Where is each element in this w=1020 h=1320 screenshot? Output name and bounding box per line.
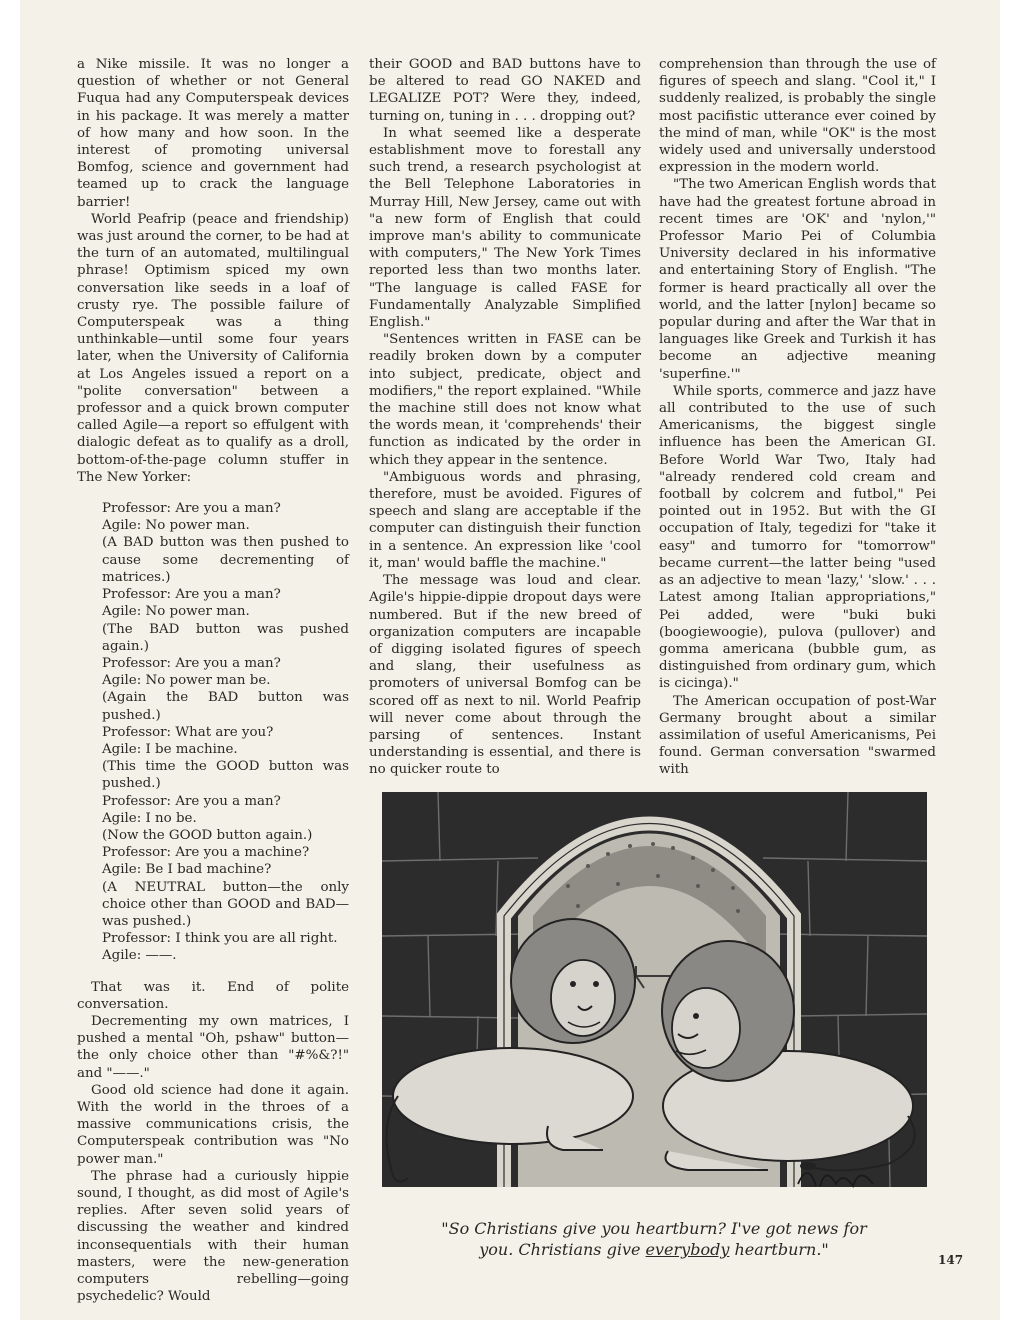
dialogue-line: Agile: No power man.	[102, 604, 250, 620]
dialogue-line: Professor: What are you?	[102, 724, 274, 740]
paragraph: "Sentences written in FASE can be readily broken down by a computer into subject, predicate, object and modifiers," the report explained. "While the machine still does not know what the words mean, it 'comprehends' their function as indicated by the order in which they appear in the sentence.	[369, 332, 641, 468]
paragraph: "The two American English words that have had the greatest fortune abroad in recent times are 'OK' and 'nylon,'" Professor Mario Pei of Columbia University declared in his informative and entertaining Story of English. "The former is heard practically all over the world, and the latter [nylon] became so popular during and after the War that in languages like Greek and Turkish it has become an adjective meaning 'superfine.'"	[659, 177, 936, 382]
paragraph: That was it. End of polite conversation.	[77, 979, 349, 1012]
paragraph: comprehension than through the use of figures of speech and slang. "Cool it," I suddenly realized, is probably the single most pacifistic utterance ever coined by the mind of man, while "OK" is the most widely used and universally understood expression in the modern world.	[659, 57, 936, 176]
paragraph: "Ambiguous words and phrasing, therefore, must be avoided. Figures of speech and slang are acceptable if the computer can distinguish their function in a sentence. An expression like 'cool it, man' would baffle the machine."	[369, 469, 641, 571]
dialogue-line: Professor: I think you are all right.	[102, 931, 338, 947]
dialogue-line: Agile: Be I bad machine?	[102, 862, 272, 878]
paragraph: While sports, commerce and jazz have all contributed to the use of such Americanisms, the biggest single influence has been the American GI. Before World War Two, Italy had "already rendered cold cream and football by colcrem and futbol," Pei pointed out in 1952. But with the GI occupation of Italy, tegedizi for "take it easy" and tumorro for "tomorrow" became current—the latter being "used as an adjective to mean 'lazy,' 'slow.' . . . Latest among Italian appropriations," Pei added, were "buki buki (boogiewoogie), pulova (pullover) and gomma americana (bubble gum, as distinguished from ordinary gum, which is cicinga)."	[659, 383, 936, 692]
paragraph: their GOOD and BAD buttons have to be altered to read GO NAKED and LEGALIZE POT? Were they, indeed, turning on, tuning in . . . dropping out?	[369, 57, 641, 124]
dialogue-line: Agile: No power man be.	[102, 673, 271, 689]
dialogue-line: Professor: Are you a man?	[102, 587, 281, 603]
paragraph: In what seemed like a desperate establishment move to forestall any such trend, a research psychologist at the Bell Telephone Laboratories in Murray Hill, New Jersey, came out with "a new form of English that could improve man's ability to communicate with computers," The New York Times reported less than two months later. "The language is called FASE for Fundamentally Analyzable Simplified English."	[369, 125, 641, 331]
dialogue-line: (A BAD button was then pushed to cause some decrementing of matrices.)	[102, 535, 349, 585]
lions-cartoon-drawing	[368, 766, 936, 1216]
paragraph: a Nike missile. It was no longer a question of whether or not General Fuqua had any Computerspeak devices in his package. It was merely a matter of how many and how soon. In the interest of promoting universal Bomfog, science and government had teamed up to crack the language barrier!	[77, 57, 349, 210]
text-column-1	[77, 56, 349, 1305]
dialogue-line: Professor: Are you a machine?	[102, 845, 310, 861]
paragraph: The phrase had a curiously hippie sound, I thought, as did most of Agile's replies. After seven solid years of discussing the weather and kindred inconsequentials with their human masters, were the new-generation computers rebelling—going psychedelic? Would	[77, 1168, 349, 1305]
dialogue-line: Professor: Are you a man?	[102, 501, 281, 517]
dialogue-line: (This time the GOOD button was pushed.)	[102, 759, 349, 792]
dialogue-block	[77, 500, 349, 964]
dialogue-line: Professor: Are you a man?	[102, 655, 281, 671]
caption-line-1: "So Christians give you heartburn? I've got news for	[441, 1219, 867, 1238]
dialogue-line: Agile: ——.	[102, 948, 177, 964]
paragraph: Decrementing my own matrices, I pushed a mental "Oh, pshaw" button—the only choice other than "#%&?!" and "——."	[77, 1013, 349, 1081]
caption-line-2b: heartburn."	[729, 1240, 829, 1259]
cartoon-caption	[380, 1218, 928, 1260]
page-number: 147	[938, 1253, 964, 1267]
dialogue-line: (Now the GOOD button again.)	[102, 827, 313, 843]
dialogue-line: Agile: No power man.	[102, 518, 250, 534]
dialogue-line: Agile: I no be.	[102, 810, 197, 826]
text-column-3	[659, 56, 936, 779]
dialogue-line: Agile: I be machine.	[102, 741, 238, 757]
paragraph: Good old science had done it again. With the world in the throes of a massive communications crisis, the Computerspeak contribution was "No power man."	[77, 1082, 349, 1167]
dialogue-line: (Again the BAD button was pushed.)	[102, 690, 349, 723]
dialogue-line: Professor: Are you a man?	[102, 793, 281, 809]
text-column-2	[369, 56, 641, 779]
paragraph: The American occupation of post-War Germany brought about a similar assimilation of useful Americanisms, Pei found. German conversation "swarmed with	[659, 693, 936, 778]
magazine-page	[20, 0, 1000, 1320]
caption-line-2a: you. Christians give	[479, 1240, 646, 1259]
caption-emphasis: everybody	[645, 1240, 730, 1259]
dialogue-line: (A NEUTRAL button—the only choice other than GOOD and BAD—was pushed.)	[102, 879, 349, 929]
paragraph: World Peafrip (peace and friendship) was just around the corner, to be had at the turn of an automated, multilingual phrase! Optimism spiced my own conversation like seeds in a loaf of crusty rye. The possible failure of Computerspeak was a thing unthinkable—until some four years later, when the University of California at Los Angeles issued a report on a "polite conversation" between a professor and a quick brown computer called Agile—a report so effulgent with dialogic defeat as to qualify as a droll, bottom-of-the-page column stuffer in The New Yorker:	[77, 211, 349, 485]
dialogue-line: (The BAD button was pushed again.)	[102, 621, 349, 654]
paragraph: The message was loud and clear. Agile's hippie-dippie dropout days were numbered. But if the new breed of organization computers are incapable of digging isolated figures of speech and slang, their usefulness as promoters of universal Bomfog can be scored off as next to nil. World Peafrip will never come about through the parsing of sentences. Instant understanding is essential, and there is no quicker route to	[369, 573, 641, 778]
cartoon-illustration	[368, 766, 936, 1216]
